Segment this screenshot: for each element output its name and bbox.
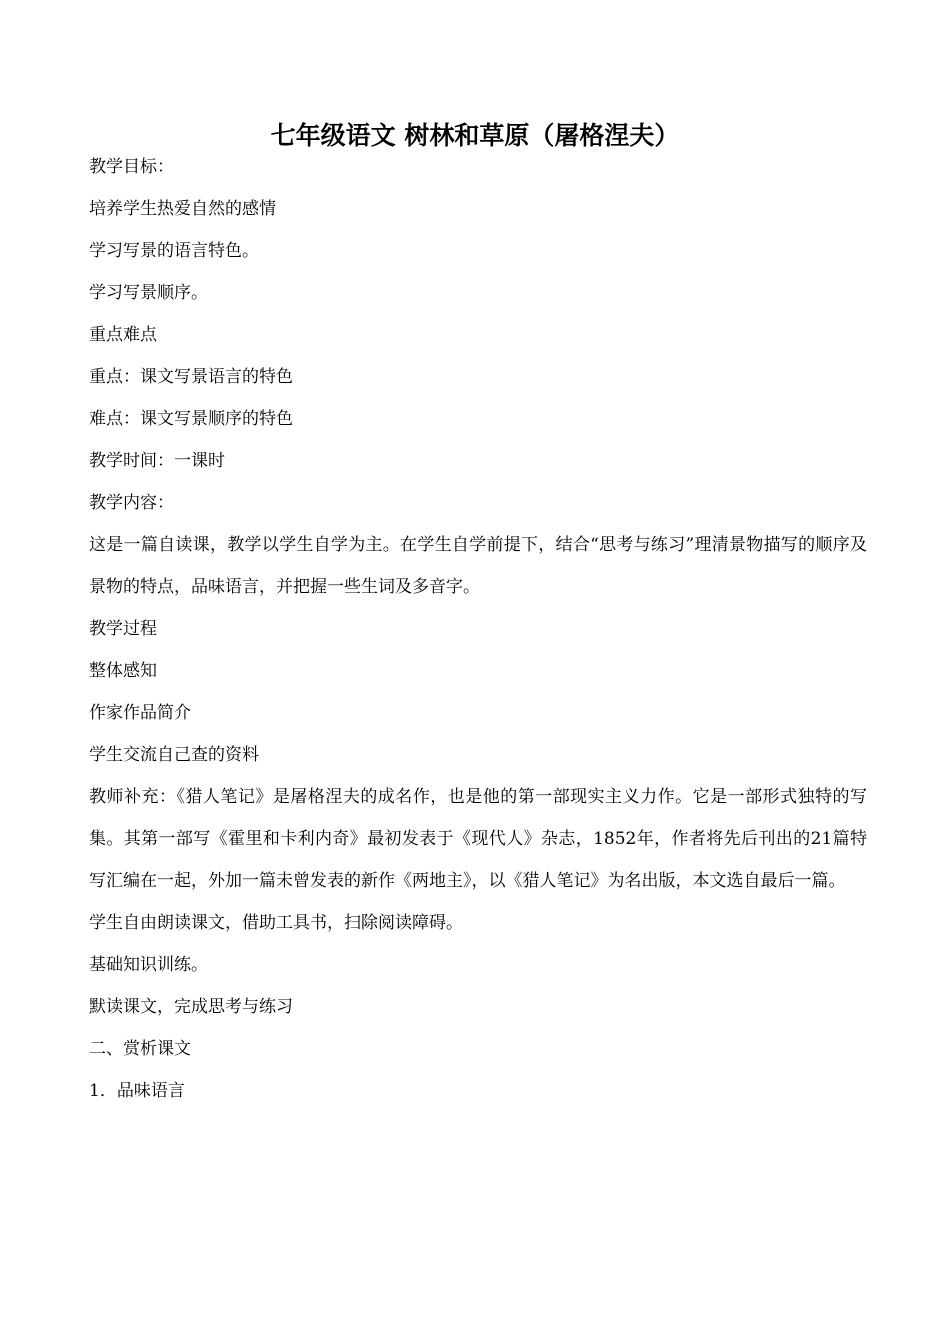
paragraph-goal-1: 培养学生热爱自然的感情 [89,199,276,219]
paragraph-teaching-process: 教学过程 [89,619,157,639]
paragraph-appreciation: 二、赏析课文 [89,1039,191,1059]
paragraph-teaching-content: 教学内容： [89,493,174,513]
document-title: 七年级语文 树林和草原（屠格涅夫） [270,121,680,150]
paragraph-difficult-point: 难点：课文写景顺序的特色 [89,409,293,429]
paragraph-teacher-supplement: 教师补充：《猎人笔记》是屠格涅夫的成名作，也是他的第一部现实主义力作。它是一部形式独特的写集。其第一部写《霍里和卡利内奇》最初发表于《现代人》杂志，1852年，作者将先后刊出的21篇特写汇编在一起，外加一篇未曾发表的新作《两地主》，以《猎人笔记》为名出版，本文选自最后一篇。 [89,787,867,891]
paragraph-goal-3: 学习写景顺序。 [89,283,208,303]
paragraph-silent-reading: 默读课文，完成思考与练习 [89,997,293,1017]
paragraph-teaching-time: 教学时间：一课时 [89,451,225,471]
paragraph-key-point: 重点：课文写景语言的特色 [89,367,293,387]
paragraph-student-exchange: 学生交流自己查的资料 [89,745,259,765]
paragraph-goal-2: 学习写景的语言特色。 [89,241,259,261]
paragraph-author-intro: 作家作品简介 [89,703,191,723]
paragraph-basic-training: 基础知识训练。 [89,955,208,975]
paragraph-overall-perception: 整体感知 [89,661,157,681]
paragraph-key-points: 重点难点 [89,325,157,345]
paragraph-language-savor: 1．品味语言 [89,1081,185,1101]
paragraph-content-description: 这是一篇自读课，教学以学生自学为主。在学生自学前提下，结合“思考与练习”理清景物描写的顺序及景物的特点，品味语言，并把握一些生词及多音字。 [89,535,867,597]
document-body [89,153,867,1105]
paragraph-free-reading: 学生自由朗读课文，借助工具书，扫除阅读障碍。 [89,913,463,933]
paragraph-teaching-goals: 教学目标： [89,157,174,177]
